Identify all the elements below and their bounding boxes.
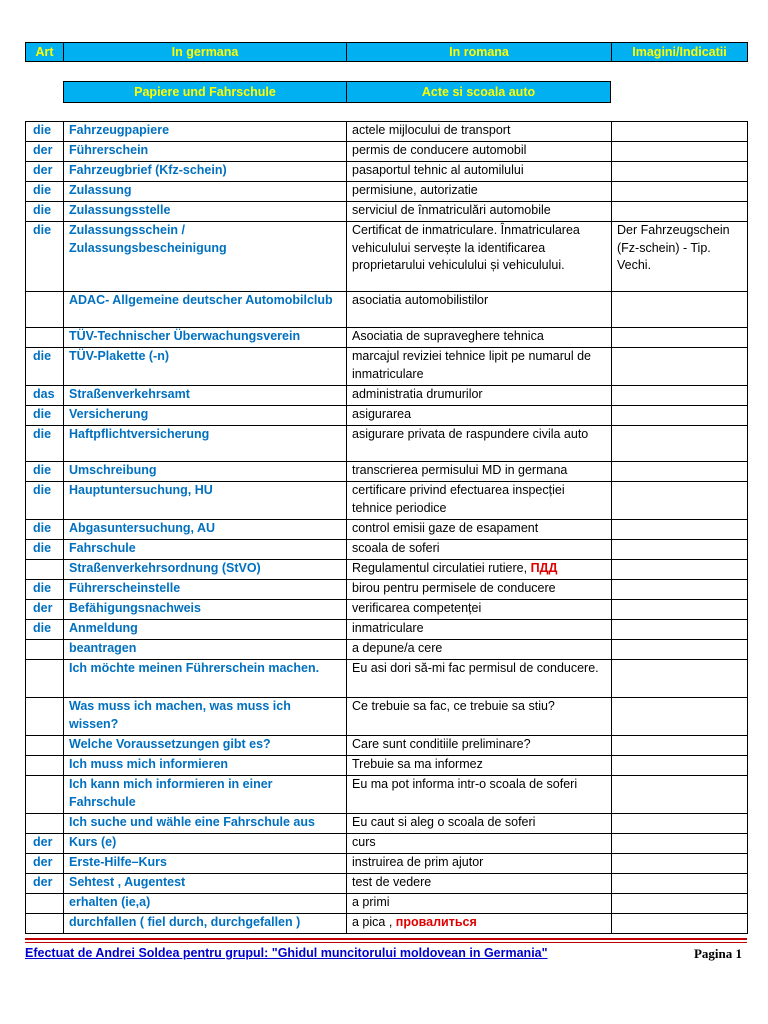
romanian-translation-cell-text: test de vedere xyxy=(352,875,432,889)
german-term-cell xyxy=(64,122,347,142)
table-row xyxy=(26,620,748,640)
romanian-translation-cell xyxy=(347,580,612,600)
german-term-cell-text: Fahrzeugbrief (Kfz-schein) xyxy=(69,163,227,177)
column-header-table xyxy=(25,42,748,62)
article-cell-text: die xyxy=(33,621,52,635)
german-term-cell-text: Zulassungsschein / Zulassungsbescheinigung xyxy=(69,223,227,255)
romanian-translation-cell xyxy=(347,814,612,834)
image-note-cell xyxy=(612,698,748,736)
section-header-table xyxy=(63,81,611,103)
image-note-cell xyxy=(612,348,748,386)
table-row xyxy=(26,640,748,660)
footer-rule-thin xyxy=(25,942,747,943)
image-note-cell xyxy=(612,142,748,162)
article-cell xyxy=(26,874,64,894)
table-row xyxy=(26,122,748,142)
table-row xyxy=(26,520,748,540)
article-cell-text: die xyxy=(33,581,52,595)
german-term-cell xyxy=(64,874,347,894)
article-cell xyxy=(26,122,64,142)
image-note-cell xyxy=(612,620,748,640)
article-cell-text: die xyxy=(33,123,52,137)
article-cell xyxy=(26,386,64,406)
article-cell xyxy=(26,894,64,914)
table-row xyxy=(26,386,748,406)
image-note-cell xyxy=(612,854,748,874)
german-term-cell xyxy=(64,620,347,640)
german-term-cell xyxy=(64,914,347,934)
romanian-translation-cell-text: Asociatia de supraveghere tehnica xyxy=(352,329,544,343)
romanian-translation-cell-text: Certificat de inmatriculare. Înmatricularea vehiculului servește la identificarea proprietarului vehiculului și vehiculului. xyxy=(352,223,580,272)
romanian-translation-cell xyxy=(347,348,612,386)
german-term-cell xyxy=(64,540,347,560)
image-note-cell xyxy=(612,660,748,698)
german-term-cell xyxy=(64,520,347,540)
table-row xyxy=(26,736,748,756)
german-term-cell-text: Befähigungsnachweis xyxy=(69,601,201,615)
table-row xyxy=(26,292,748,328)
german-term-cell xyxy=(64,162,347,182)
romanian-translation-cell-text: marcajul reviziei tehnice lipit pe numarul de inmatriculare xyxy=(352,349,592,381)
romanian-translation-cell xyxy=(347,292,612,328)
article-cell xyxy=(26,580,64,600)
german-term-cell-text: Zulassung xyxy=(69,183,132,197)
german-term-cell-text: Anmeldung xyxy=(69,621,138,635)
image-note-cell xyxy=(612,874,748,894)
image-note-cell xyxy=(612,776,748,814)
german-term-cell xyxy=(64,660,347,698)
article-cell-text: die xyxy=(33,427,52,441)
article-cell-text: die xyxy=(33,483,52,497)
german-term-cell xyxy=(64,406,347,426)
romanian-translation-cell xyxy=(347,834,612,854)
image-note-cell xyxy=(612,640,748,660)
article-cell-text: der xyxy=(33,163,53,177)
german-term-cell-text: Straßenverkehrsamt xyxy=(69,387,190,401)
romanian-translation-cell-text: asigurare privata de raspundere civila auto xyxy=(352,427,589,441)
article-cell xyxy=(26,776,64,814)
romanian-translation-cell xyxy=(347,540,612,560)
german-term-cell-text: Ich kann mich informieren in einer Fahrschule xyxy=(69,777,273,809)
romanian-translation-cell xyxy=(347,620,612,640)
german-term-cell xyxy=(64,736,347,756)
german-term-cell-text: Was muss ich machen, was muss ich wissen? xyxy=(69,699,291,731)
table-row xyxy=(26,426,748,462)
german-term-cell-text: Ich möchte meinen Führerschein machen. xyxy=(69,661,320,675)
romanian-translation-cell-text: Care sunt conditiile preliminare? xyxy=(352,737,531,751)
german-term-cell-text: Versicherung xyxy=(69,407,149,421)
article-cell-text: der xyxy=(33,855,53,869)
article-cell xyxy=(26,292,64,328)
image-note-cell xyxy=(612,560,748,580)
header-art: Art xyxy=(26,43,64,62)
german-term-cell-text: Straßenverkehrsordnung (StVO) xyxy=(69,561,261,575)
romanian-translation-cell-text: asigurarea xyxy=(352,407,412,421)
article-cell xyxy=(26,640,64,660)
romanian-translation-cell-text: birou pentru permisele de conducere xyxy=(352,581,556,595)
german-term-cell xyxy=(64,756,347,776)
romanian-translation-cell xyxy=(347,560,612,580)
image-note-cell xyxy=(612,162,748,182)
romanian-translation-cell-text: Eu caut si aleg o scoala de soferi xyxy=(352,815,536,829)
footer-credit-link[interactable]: Efectuat de Andrei Soldea pentru grupul: "Ghidul muncitorului moldovean in Germania" xyxy=(25,946,548,960)
image-note-cell xyxy=(612,834,748,854)
german-term-cell xyxy=(64,292,347,328)
article-cell-text: die xyxy=(33,223,52,237)
german-term-cell xyxy=(64,386,347,406)
romanian-translation-cell-text: serviciul de înmatriculări automobile xyxy=(352,203,551,217)
article-cell xyxy=(26,814,64,834)
image-note-cell xyxy=(612,222,748,292)
article-cell xyxy=(26,520,64,540)
article-cell xyxy=(26,328,64,348)
german-term-cell-text: Fahrschule xyxy=(69,541,136,555)
romanian-translation-cell xyxy=(347,894,612,914)
header-romanian: In romana xyxy=(347,43,612,62)
german-term-cell xyxy=(64,202,347,222)
article-cell-text: der xyxy=(33,601,53,615)
german-term-cell xyxy=(64,142,347,162)
table-row xyxy=(26,854,748,874)
image-note-cell xyxy=(612,182,748,202)
article-cell xyxy=(26,540,64,560)
image-note-cell xyxy=(612,482,748,520)
article-cell xyxy=(26,660,64,698)
image-note-cell xyxy=(612,814,748,834)
image-note-cell xyxy=(612,386,748,406)
article-cell xyxy=(26,222,64,292)
romanian-translation-cell xyxy=(347,406,612,426)
article-cell xyxy=(26,914,64,934)
article-cell xyxy=(26,756,64,776)
table-row xyxy=(26,914,748,934)
article-cell xyxy=(26,482,64,520)
romanian-translation-cell-text: verificarea competenței xyxy=(352,601,482,615)
article-cell-text: die xyxy=(33,541,52,555)
romanian-translation-cell-text: Eu ma pot informa intr-o scoala de soferi xyxy=(352,777,578,791)
romanian-translation-cell-text: a pica , xyxy=(352,915,396,929)
article-cell-text: die xyxy=(33,407,52,421)
german-term-cell-text: Zulassungsstelle xyxy=(69,203,171,217)
table-row xyxy=(26,560,748,580)
image-note-cell xyxy=(612,520,748,540)
article-cell-text: die xyxy=(33,521,52,535)
german-term-cell-text: Abgasuntersuchung, AU xyxy=(69,521,216,535)
article-cell xyxy=(26,406,64,426)
russian-equivalent: ПДД xyxy=(530,561,558,575)
table-row xyxy=(26,406,748,426)
romanian-translation-cell-text: Ce trebuie sa fac, ce trebuie sa stiu? xyxy=(352,699,555,713)
romanian-translation-cell-text: actele mijlocului de transport xyxy=(352,123,511,137)
image-note-cell-text: Der Fahrzeugschein (Fz-schein) - Tip. Vechi. xyxy=(617,223,730,272)
german-term-cell-text: Kurs (e) xyxy=(69,835,117,849)
table-row xyxy=(26,834,748,854)
table-row xyxy=(26,776,748,814)
vocabulary-table xyxy=(25,121,748,934)
image-note-cell xyxy=(612,426,748,462)
german-term-cell-text: Führerschein xyxy=(69,143,149,157)
german-term-cell-text: Hauptuntersuchung, HU xyxy=(69,483,213,497)
german-term-cell xyxy=(64,640,347,660)
romanian-translation-cell-text: certificare privind efectuarea inspecției tehnice periodice xyxy=(352,483,565,515)
article-cell xyxy=(26,202,64,222)
header-german: In germana xyxy=(64,43,347,62)
article-cell-text: der xyxy=(33,875,53,889)
german-term-cell xyxy=(64,776,347,814)
romanian-translation-cell xyxy=(347,162,612,182)
romanian-translation-cell-text: Eu asi dori să-mi fac permisul de conducere. xyxy=(352,661,599,675)
article-cell xyxy=(26,426,64,462)
german-term-cell xyxy=(64,222,347,292)
romanian-translation-cell xyxy=(347,756,612,776)
image-note-cell xyxy=(612,406,748,426)
romanian-translation-cell-text: asociatia automobilistilor xyxy=(352,293,489,307)
german-term-cell-text: ADAC- Allgemeine deutscher Automobilclub xyxy=(69,293,333,307)
article-cell xyxy=(26,162,64,182)
article-cell xyxy=(26,182,64,202)
german-term-cell-text: erhalten (ie,a) xyxy=(69,895,151,909)
romanian-translation-cell xyxy=(347,736,612,756)
romanian-translation-cell xyxy=(347,914,612,934)
german-term-cell-text: TÜV-Plakette (-n) xyxy=(69,349,170,363)
table-row xyxy=(26,482,748,520)
romanian-translation-cell-text: Trebuie sa ma informez xyxy=(352,757,483,771)
german-term-cell-text: Welche Voraussetzungen gibt es? xyxy=(69,737,271,751)
german-term-cell-text: Führerscheinstelle xyxy=(69,581,181,595)
german-term-cell xyxy=(64,600,347,620)
table-row xyxy=(26,600,748,620)
vocabulary-table-body xyxy=(26,122,748,934)
article-cell-text: die xyxy=(33,203,52,217)
section-header-row xyxy=(64,82,611,103)
german-term-cell xyxy=(64,580,347,600)
article-cell-text: der xyxy=(33,143,53,157)
german-term-cell xyxy=(64,348,347,386)
romanian-translation-cell-text: permis de conducere automobil xyxy=(352,143,527,157)
footer-rule-thick xyxy=(25,938,747,940)
table-row xyxy=(26,580,748,600)
article-cell xyxy=(26,620,64,640)
table-row xyxy=(26,348,748,386)
article-cell-text: die xyxy=(33,183,52,197)
romanian-translation-cell-text: instruirea de prim ajutor xyxy=(352,855,484,869)
romanian-translation-cell-text: Regulamentul circulatiei rutiere, xyxy=(352,561,531,575)
section-title-german: Papiere und Fahrschule xyxy=(64,82,347,103)
german-term-cell-text: durchfallen ( fiel durch, durchgefallen ) xyxy=(69,915,301,929)
romanian-translation-cell xyxy=(347,386,612,406)
german-term-cell xyxy=(64,462,347,482)
image-note-cell xyxy=(612,328,748,348)
table-row xyxy=(26,756,748,776)
page-number: Pagina 1 xyxy=(693,946,742,961)
header-images: Imagini/Indicatii xyxy=(612,43,748,62)
image-note-cell xyxy=(612,462,748,482)
german-term-cell-text: Ich suche und wähle eine Fahrschule aus xyxy=(69,815,315,829)
romanian-translation-cell xyxy=(347,600,612,620)
image-note-cell xyxy=(612,580,748,600)
german-term-cell-text: Ich muss mich informieren xyxy=(69,757,229,771)
table-row xyxy=(26,182,748,202)
article-cell-text: das xyxy=(33,387,55,401)
romanian-translation-cell xyxy=(347,854,612,874)
romanian-translation-cell-text: permisiune, autorizatie xyxy=(352,183,478,197)
table-row xyxy=(26,202,748,222)
table-row xyxy=(26,660,748,698)
image-note-cell xyxy=(612,756,748,776)
german-term-cell xyxy=(64,834,347,854)
romanian-translation-cell-text: curs xyxy=(352,835,376,849)
table-row xyxy=(26,222,748,292)
romanian-translation-cell-text: administratia drumurilor xyxy=(352,387,483,401)
german-term-cell-text: Haftpflichtversicherung xyxy=(69,427,210,441)
article-cell-text: die xyxy=(33,349,52,363)
romanian-translation-cell xyxy=(347,122,612,142)
romanian-translation-cell-text: a primi xyxy=(352,895,390,909)
article-cell xyxy=(26,142,64,162)
image-note-cell xyxy=(612,600,748,620)
image-note-cell xyxy=(612,122,748,142)
article-cell xyxy=(26,834,64,854)
image-note-cell xyxy=(612,914,748,934)
german-term-cell-text: beantragen xyxy=(69,641,137,655)
article-cell-text: die xyxy=(33,463,52,477)
article-cell xyxy=(26,698,64,736)
romanian-translation-cell xyxy=(347,222,612,292)
german-term-cell xyxy=(64,698,347,736)
german-term-cell xyxy=(64,426,347,462)
romanian-translation-cell xyxy=(347,698,612,736)
table-row xyxy=(26,142,748,162)
image-note-cell xyxy=(612,540,748,560)
article-cell xyxy=(26,462,64,482)
romanian-translation-cell xyxy=(347,462,612,482)
german-term-cell xyxy=(64,854,347,874)
german-term-cell-text: Erste-Hilfe–Kurs xyxy=(69,855,167,869)
romanian-translation-cell-text: inmatriculare xyxy=(352,621,424,635)
german-term-cell xyxy=(64,814,347,834)
table-row xyxy=(26,874,748,894)
section-title-romanian: Acte si scoala auto xyxy=(347,82,611,103)
romanian-translation-cell-text: pasaportul tehnic al automilului xyxy=(352,163,524,177)
romanian-translation-cell xyxy=(347,640,612,660)
article-cell xyxy=(26,560,64,580)
romanian-translation-cell xyxy=(347,426,612,462)
german-term-cell-text: Sehtest , Augentest xyxy=(69,875,186,889)
table-row xyxy=(26,462,748,482)
german-term-cell xyxy=(64,482,347,520)
image-note-cell xyxy=(612,894,748,914)
german-term-cell xyxy=(64,182,347,202)
article-cell xyxy=(26,600,64,620)
image-note-cell xyxy=(612,292,748,328)
table-row xyxy=(26,328,748,348)
romanian-translation-cell xyxy=(347,776,612,814)
german-term-cell-text: TÜV-Technischer Überwachungsverein xyxy=(69,329,301,343)
table-row xyxy=(26,894,748,914)
article-cell xyxy=(26,854,64,874)
german-term-cell xyxy=(64,894,347,914)
romanian-translation-cell xyxy=(347,874,612,894)
romanian-translation-cell xyxy=(347,182,612,202)
table-row xyxy=(26,540,748,560)
romanian-translation-cell-text: transcrierea permisului MD in germana xyxy=(352,463,568,477)
romanian-translation-cell xyxy=(347,328,612,348)
romanian-translation-cell xyxy=(347,520,612,540)
german-term-cell-text: Umschreibung xyxy=(69,463,157,477)
table-row xyxy=(26,162,748,182)
table-row xyxy=(26,814,748,834)
german-term-cell xyxy=(64,560,347,580)
romanian-translation-cell xyxy=(347,142,612,162)
article-cell xyxy=(26,736,64,756)
german-term-cell xyxy=(64,328,347,348)
table-row xyxy=(26,698,748,736)
german-term-cell-text: Fahrzeugpapiere xyxy=(69,123,170,137)
image-note-cell xyxy=(612,202,748,222)
romanian-translation-cell-text: control emisii gaze de esapament xyxy=(352,521,539,535)
romanian-translation-cell xyxy=(347,482,612,520)
article-cell xyxy=(26,348,64,386)
romanian-translation-cell xyxy=(347,202,612,222)
column-header-row xyxy=(26,43,748,62)
image-note-cell xyxy=(612,736,748,756)
romanian-translation-cell-text: scoala de soferi xyxy=(352,541,440,555)
russian-equivalent: провалиться xyxy=(395,915,477,929)
article-cell-text: der xyxy=(33,835,53,849)
romanian-translation-cell xyxy=(347,660,612,698)
romanian-translation-cell-text: a depune/a cere xyxy=(352,641,443,655)
